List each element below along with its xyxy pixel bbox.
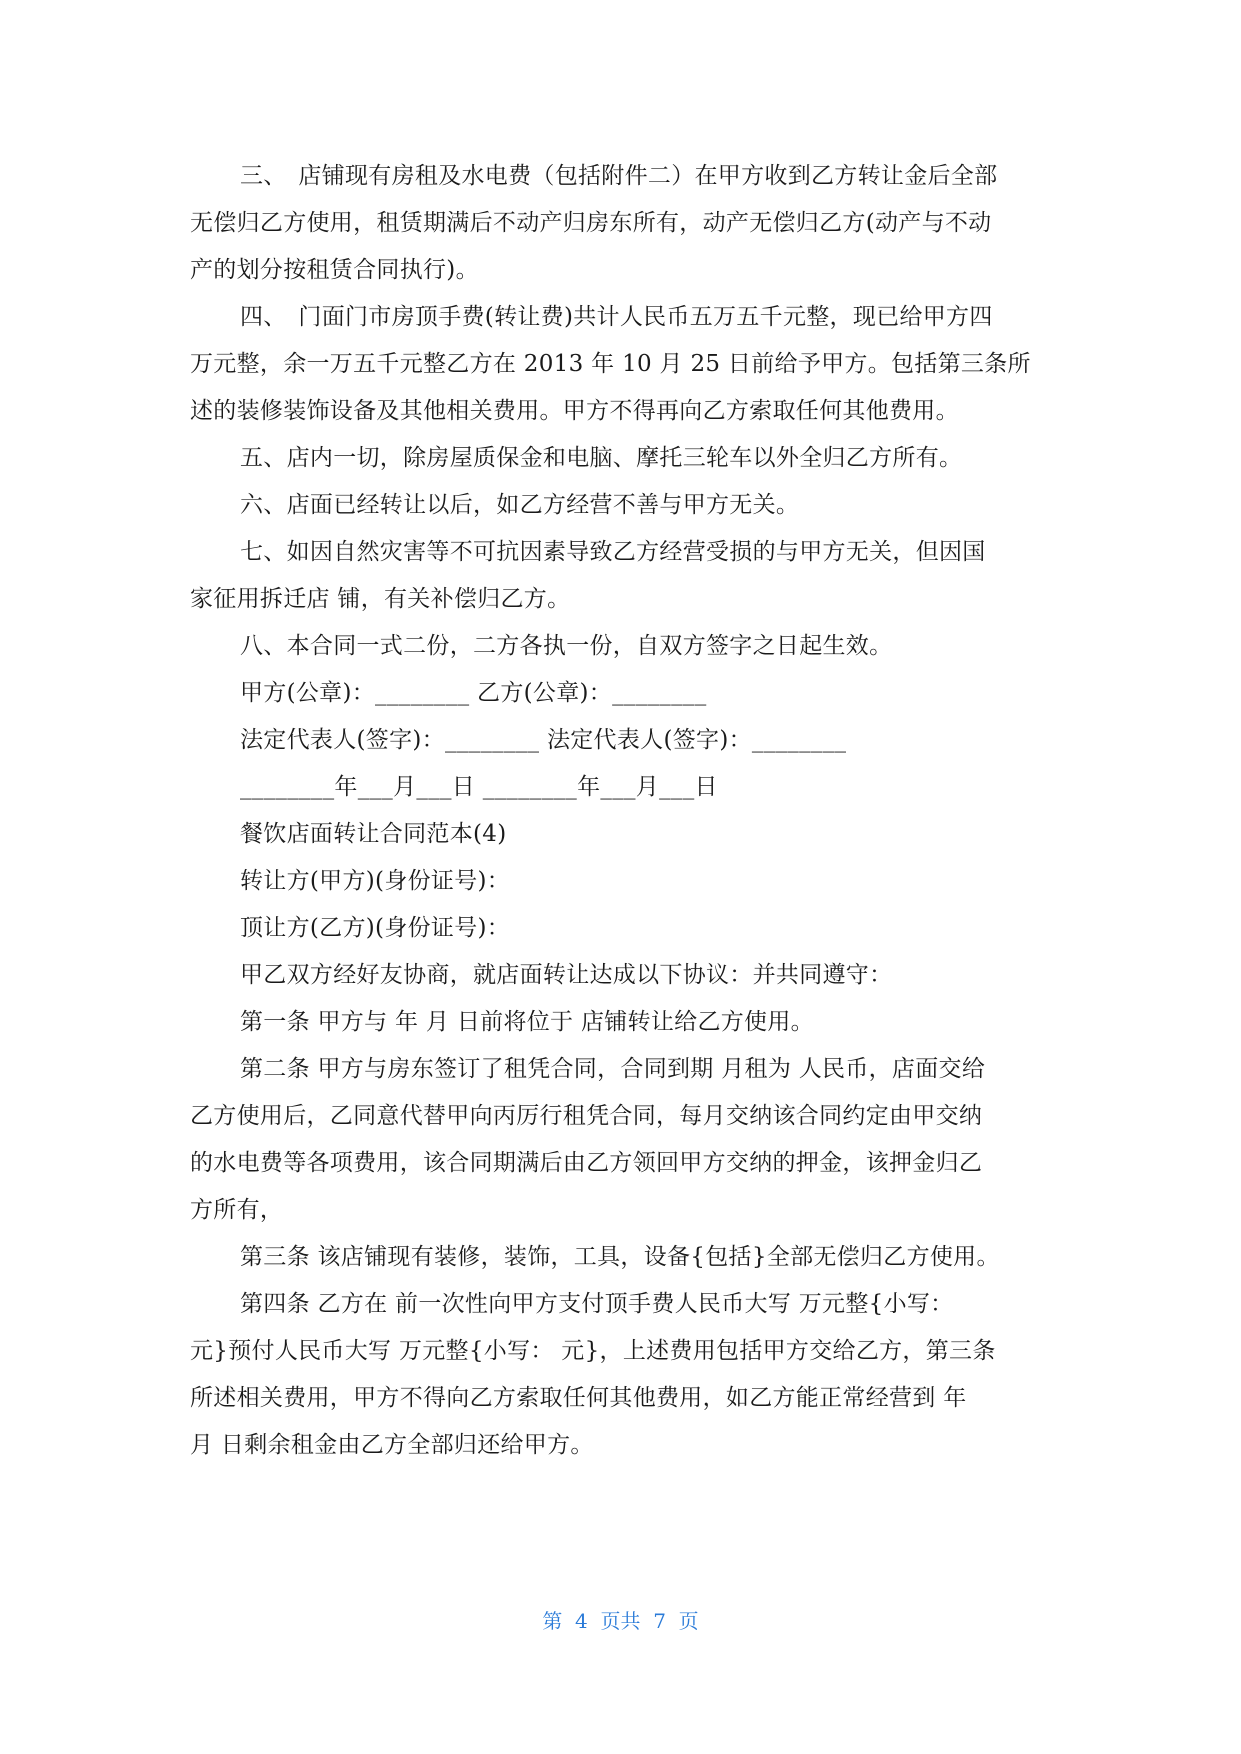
paragraph-5: 五、店内一切，除房屋质保金和电脑、摩托三轮车以外全归乙方所有。 [240,445,963,471]
article-2-line-1: 第二条 甲方与房东签订了租凭合同，合同到期 月租为 人民币，店面交给 [240,1056,986,1082]
article-2-line-3: 的水电费等各项费用，该合同期满后由乙方领回甲方交纳的押金，该押金归乙 [190,1150,983,1176]
signature-line: 法定代表人(签字)：________ 法定代表人(签字)：________ [240,727,847,753]
paragraph-6: 六、店面已经转让以后，如乙方经营不善与甲方无关。 [240,492,800,518]
agreement-intro: 甲乙双方经好友协商，就店面转让达成以下协议：并共同遵守： [240,962,893,988]
transferor-line: 转让方(甲方)(身份证号)： [240,868,511,894]
article-4-line-2: 元}预付人民币大写 万元整{小写： 元}，上述费用包括甲方交给乙方，第三条 [190,1338,996,1364]
date-line: ________年___月___日 ________年___月___日 [240,774,718,800]
paragraph-3-line-3: 产的划分按租赁合同执行)。 [190,257,479,283]
transferee-line: 顶让方(乙方)(身份证号)： [240,915,511,941]
paragraph-4-line-1: 四、 门面门市房顶手费(转让费)共计人民币五万五千元整，现已给甲方四 [240,304,993,330]
paragraph-3-line-1: 三、 店铺现有房租及水电费（包括附件二）在甲方收到乙方转让金后全部 [240,163,998,189]
paragraph-7-line-1: 七、如因自然灾害等不可抗因素导致乙方经营受损的与甲方无关，但因国 [240,539,986,565]
article-1: 第一条 甲方与 年 月 日前将位于 店铺转让给乙方使用。 [240,1009,814,1035]
page-number: 第 4 页共 7 页 [542,1609,699,1633]
section-title: 餐饮店面转让合同范本(4) [240,821,507,847]
article-3: 第三条 该店铺现有装修，装饰，工具，设备{包括}全部无偿归乙方使用。 [240,1244,1000,1270]
paragraph-4-line-2: 万元整，余一万五千元整乙方在 2013 年 10 月 25 日前给予甲方。包括第三条所 [190,351,1031,377]
article-4-line-3: 所述相关费用，甲方不得向乙方索取任何其他费用，如乙方能正常经营到 年 [190,1385,967,1411]
article-2-line-2: 乙方使用后，乙同意代替甲向丙厉行租凭合同，每月交纳该合同约定由甲交纳 [190,1103,983,1129]
paragraph-4-line-3: 述的装修装饰设备及其他相关费用。甲方不得再向乙方索取任何其他费用。 [190,398,959,424]
article-4-line-1: 第四条 乙方在 前一次性向甲方支付顶手费人民币大写 万元整{小写： [240,1291,954,1317]
seal-line: 甲方(公章)：________ 乙方(公章)：________ [240,680,707,706]
article-4-line-4: 月 日剩余租金由乙方全部归还给甲方。 [190,1432,594,1458]
article-2-line-4: 方所有， [190,1197,284,1223]
paragraph-3-line-2: 无偿归乙方使用，租赁期满后不动产归房东所有，动产无偿归乙方(动产与不动 [190,210,992,236]
paragraph-7-line-2: 家征用拆迁店 铺，有关补偿归乙方。 [190,586,571,612]
paragraph-8: 八、本合同一式二份，二方各执一份，自双方签字之日起生效。 [240,633,893,659]
